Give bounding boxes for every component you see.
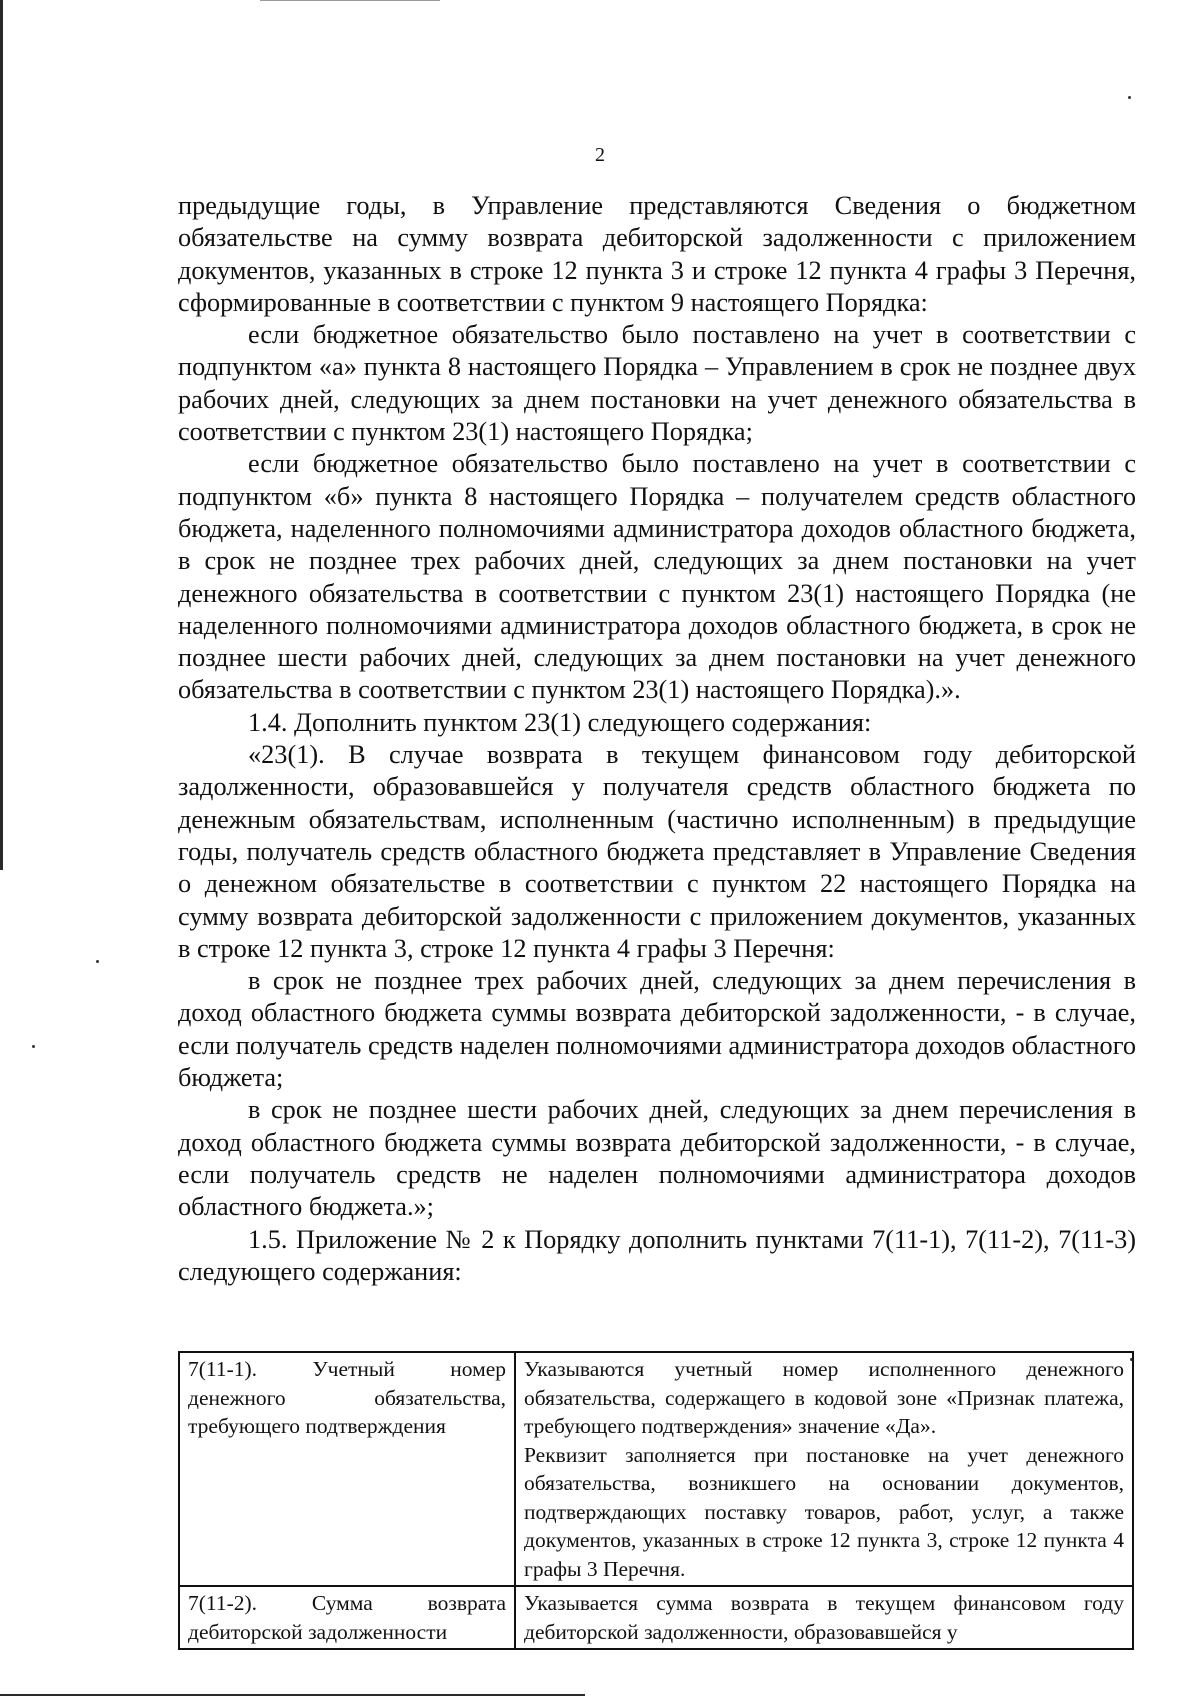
paragraph: предыдущие годы, в Управление представляются Сведения о бюджетном обязательстве на сумму возврата дебиторской задолженности с приложением документов, указанных в строке 12 пункта 3 и строке 12 пункта 4 графы 3 Перечня, сформированные в соответствии с пунктом 9 настоящего Порядка:	[178, 191, 1136, 317]
paragraph: если бюджетное обязательство было поставлено на учет в соответствии с подпунктом «б» пункта 8 настоящего Порядка – получателем средств областного бюджета, наделенного полномочиями администратора доходов областного бюджета, в срок не позднее трех рабочих дней, следующих за днем постановки на учет денежного обязательства в соответствии с пунктом 23(1) настоящего Порядка (не наделенного полномочиями администратора доходов областного бюджета, в срок не позднее шести рабочих дней, следующих за днем постановки на учет денежного обязательства в соответствии с пунктом 23(1) настоящего Порядка).».	[178, 449, 1136, 705]
paragraph: в срок не позднее шести рабочих дней, следующих за днем перечисления в доход областного бюджета суммы возврата дебиторской задолженности, - в случае, если получатель средств не наделен полномочиями администратора доходов областного бюджета.»;	[178, 1095, 1136, 1222]
table-cell-requisite: 7(11-1). Учетный номер денежного обязательства, требующего подтверждения	[179, 1352, 515, 1586]
table-row	[179, 1586, 1133, 1649]
scan-speck	[1128, 96, 1131, 99]
scan-speck	[32, 1045, 35, 1048]
cell-paragraph: Реквизит заполняется при постановке на учет денежного обязательства, возникшего на основании документов, подтверждающих поставку товаров, работ, услуг, а также документов, указанных в строке 12 пункта 3, строке 12 пункта 4 графы 3 Перечня.	[524, 1442, 1124, 1581]
paragraph: 1.5. Приложение № 2 к Порядку дополнить пунктами 7(11-1), 7(11-2), 7(11-3) следующего содержания:	[178, 1224, 1136, 1286]
paragraph: 1.4. Дополнить пунктом 23(1) следующего содержания:	[248, 707, 872, 737]
scan-edge-top	[260, 0, 440, 1]
table-cell-requisite: 7(11-2). Сумма возврата дебиторской задолженности	[179, 1586, 515, 1649]
scan-edge-bottom	[0, 1694, 585, 1696]
paragraph: «23(1). В случае возврата в текущем финансовом году дебиторской задолженности, образовавшейся у получателя средств областного бюджета по денежным обязательствам, исполненным (частично исполненным) в предыдущие годы, получатель средств областного бюджета представляет в Управление Сведения о денежном обязательстве в соответствии с пунктом 22 настоящего Порядка на сумму возврата дебиторской задолженности с приложением документов, указанных в строке 12 пункта 3, строке 12 пункта 4 графы 3 Перечня:	[178, 740, 1136, 963]
page-number: 2	[595, 144, 605, 166]
scan-speck	[96, 960, 99, 963]
table-row	[179, 1352, 1133, 1586]
paragraph: если бюджетное обязательство было поставлено на учет в соответствии с подпунктом «а» пункта 8 настоящего Порядка – Управлением в срок не позднее двух рабочих дней, следующих за днем постановки на учет денежного обязательства в соответствии с пунктом 23(1) настоящего Порядка;	[178, 320, 1136, 447]
cell-paragraph: Указываются учетный номер исполненного денежного обязательства, содержащего в кодовой зоне «Признак платежа, требующего подтверждения» значение «Да».	[524, 1357, 1124, 1438]
table-cell-description	[515, 1586, 1133, 1649]
scan-edge-left	[0, 0, 3, 870]
requisites-table	[178, 1351, 1134, 1650]
paragraph: в срок не позднее трех рабочих дней, следующих за днем перечисления в доход областного бюджета суммы возврата дебиторской задолженности, - в случае, если получатель средств наделен полномочиями администратора доходов областного бюджета;	[178, 966, 1136, 1093]
body-text	[178, 190, 1136, 1288]
table-cell-description	[515, 1352, 1133, 1586]
cell-paragraph: Указывается сумма возврата в текущем финансовом году дебиторской задолженности, образовавшейся у	[524, 1591, 1124, 1644]
